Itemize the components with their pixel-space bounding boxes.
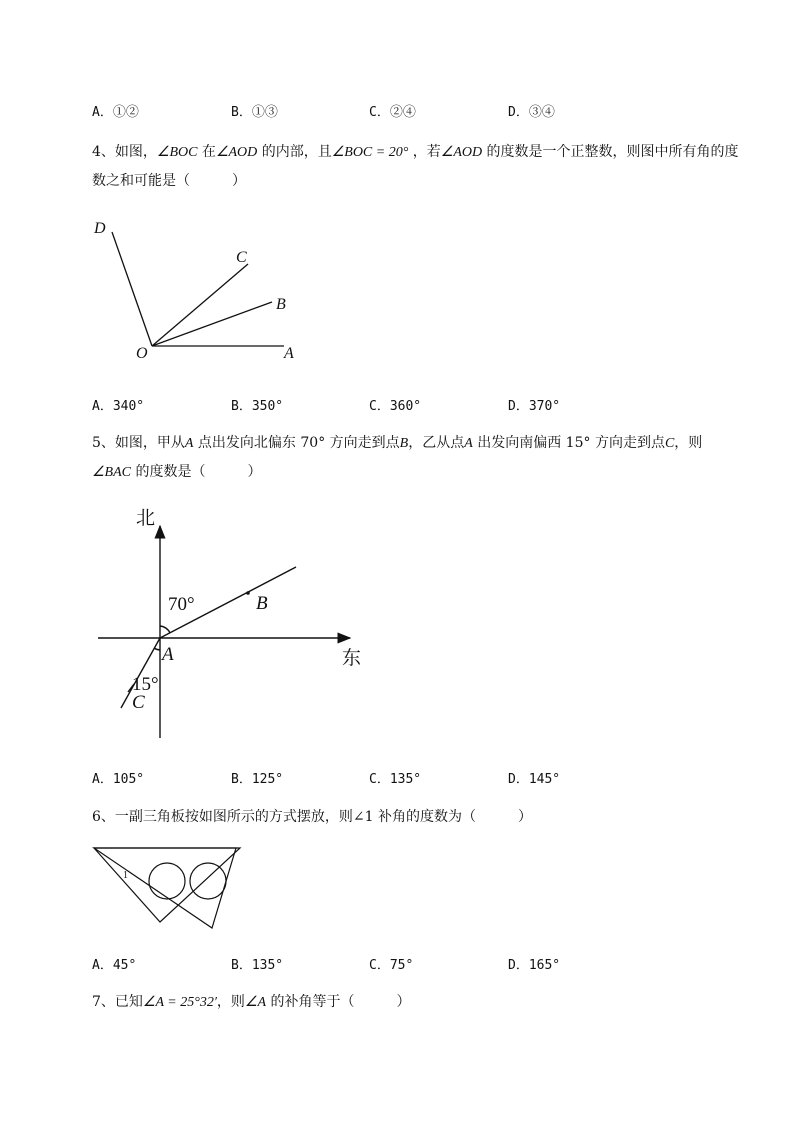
q5-option-b[interactable]: B．125° bbox=[231, 772, 284, 787]
q4-angle-aod: ∠AOD bbox=[215, 145, 258, 160]
q7-text-1: 7、已知 bbox=[92, 994, 143, 1010]
ruler-hole-2 bbox=[190, 863, 226, 899]
q6-text: 6、一副三角板按如图所示的方式摆放，则∠1 补角的度数为（ ） bbox=[92, 809, 532, 825]
label-c: C bbox=[236, 249, 247, 266]
label-a: A bbox=[162, 644, 174, 665]
q4-stem bbox=[92, 138, 742, 195]
q6-stem bbox=[92, 803, 742, 831]
q7-text-2: ，则 bbox=[216, 994, 245, 1010]
q5-option-c[interactable]: C．135° bbox=[369, 772, 422, 787]
q5-stem bbox=[92, 429, 742, 487]
q7-equation: ∠A = 25°32′ bbox=[142, 995, 217, 1010]
angle-15-label: 15° bbox=[132, 674, 159, 695]
triangle-ruler-2 bbox=[94, 848, 240, 922]
q5-options bbox=[92, 768, 692, 788]
north-label: 北 bbox=[136, 508, 156, 529]
q3-options bbox=[92, 101, 692, 121]
q3-option-d[interactable]: D．③④ bbox=[508, 105, 555, 120]
label-c: C bbox=[132, 692, 145, 713]
q5-angle-bac: ∠BAC bbox=[92, 465, 131, 480]
q4-angle-aod-2: ∠AOD bbox=[440, 145, 483, 160]
q5-text-4: 出发向南偏西 15° 方向走到点 bbox=[472, 435, 665, 451]
q5-text-5: ，则 bbox=[674, 435, 703, 451]
q5-option-d[interactable]: D．145° bbox=[508, 772, 561, 787]
q4-text-5: 的度数是一个正整数，则图中所有角的度 bbox=[482, 144, 739, 160]
q4-text-6: 数之和可能是（ ） bbox=[92, 173, 246, 189]
q4-equation: ∠BOC = 20° bbox=[331, 145, 409, 160]
label-a: A bbox=[284, 345, 294, 362]
q6-options bbox=[92, 954, 692, 974]
q5-text-1: 5、如图，甲从 bbox=[92, 435, 185, 451]
q4-text-1: 4、如图， bbox=[92, 144, 157, 160]
q7-angle-a: ∠A bbox=[244, 995, 266, 1010]
q4-text-2: 在 bbox=[197, 144, 216, 160]
q3-option-a[interactable]: A．①② bbox=[92, 105, 139, 120]
q5-text-3: ，乙从点 bbox=[408, 435, 465, 451]
q4-figure bbox=[88, 212, 308, 372]
q5-point-a-2: A bbox=[464, 436, 473, 451]
q5-option-a[interactable]: A．105° bbox=[92, 772, 145, 787]
label-b: B bbox=[256, 593, 268, 614]
q4-angle-boc: ∠BOC bbox=[156, 145, 198, 160]
label-d: D bbox=[94, 220, 106, 237]
q5-text-2: 点出发向北偏东 70° 方向走到点 bbox=[193, 435, 400, 451]
q7-text-3: 的补角等于（ ） bbox=[266, 994, 411, 1010]
angle-70-label: 70° bbox=[168, 594, 195, 615]
triangle-ruler-1 bbox=[94, 848, 236, 928]
q7-stem bbox=[92, 988, 742, 1017]
arc-15 bbox=[154, 648, 160, 650]
q4-options bbox=[92, 395, 692, 415]
ray-ob bbox=[152, 302, 272, 346]
arc-70 bbox=[160, 626, 170, 633]
q6-figure bbox=[90, 840, 250, 932]
q4-option-c[interactable]: C．360° bbox=[369, 399, 422, 414]
ray-od bbox=[112, 232, 152, 346]
q4-text-4: ，若 bbox=[408, 144, 441, 160]
angle-1-label: 1 bbox=[123, 870, 128, 881]
q6-option-d[interactable]: D．165° bbox=[508, 958, 561, 973]
q4-option-d[interactable]: D．370° bbox=[508, 399, 561, 414]
q6-option-c[interactable]: C．75° bbox=[369, 958, 414, 973]
q4-option-a[interactable]: A．340° bbox=[92, 399, 145, 414]
label-o: O bbox=[136, 345, 148, 362]
q3-option-b[interactable]: B．①③ bbox=[231, 105, 278, 120]
q5-point-c: C bbox=[664, 436, 675, 451]
q5-point-b: B bbox=[399, 436, 409, 451]
q4-text-3: 的内部，且 bbox=[257, 144, 332, 160]
east-label: 东 bbox=[342, 648, 362, 669]
q5-figure bbox=[90, 500, 380, 750]
point-b-dot bbox=[246, 591, 250, 595]
q4-option-b[interactable]: B．350° bbox=[231, 399, 284, 414]
q5-text-6: 的度数是（ ） bbox=[131, 464, 262, 480]
q6-option-a[interactable]: A．45° bbox=[92, 958, 137, 973]
ruler-hole-1 bbox=[149, 863, 185, 899]
q5-point-a: A bbox=[184, 436, 194, 451]
q6-option-b[interactable]: B．135° bbox=[231, 958, 284, 973]
ray-oc bbox=[152, 264, 248, 346]
q3-option-c[interactable]: C．②④ bbox=[369, 105, 416, 120]
label-b: B bbox=[276, 296, 286, 313]
